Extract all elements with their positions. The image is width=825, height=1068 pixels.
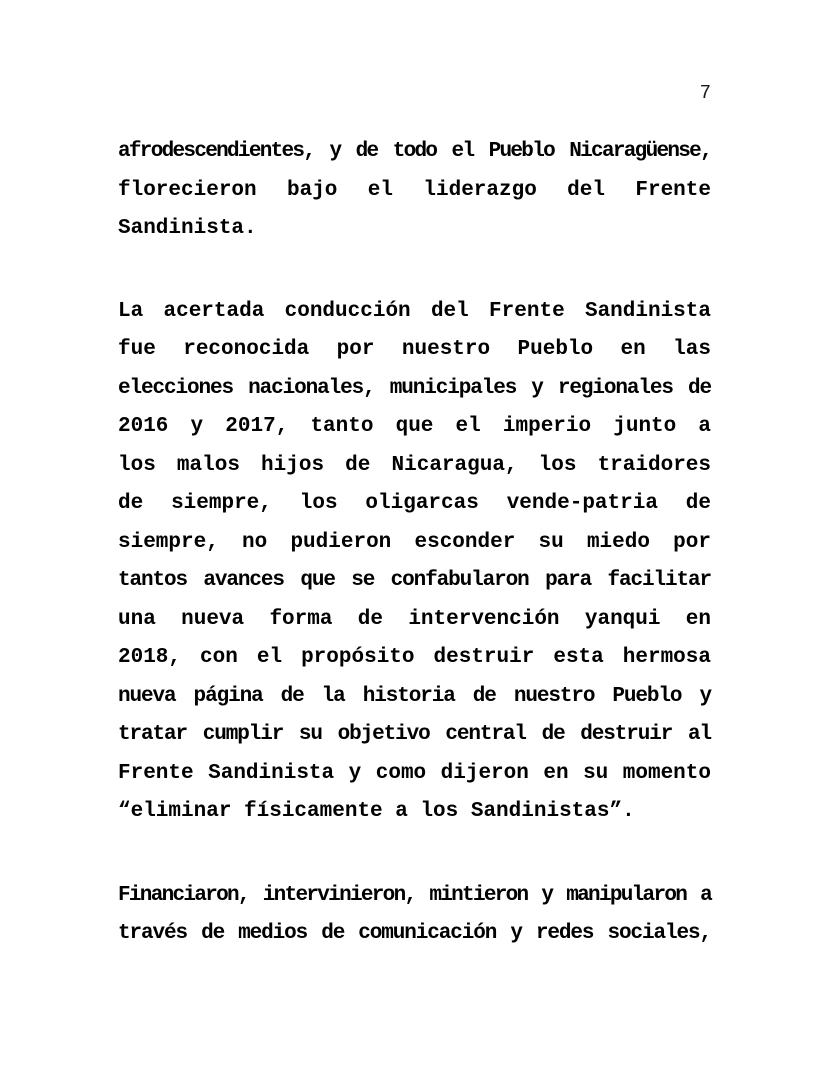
text-line: 2016 y 2017, tanto que el imperio junto a xyxy=(118,415,711,438)
text-line: tratar cumplir su objetivo central de destruir al xyxy=(118,723,711,746)
text-line: Financiaron, intervinieron, mintieron y manipularon a xyxy=(118,883,711,907)
text-line: “eliminar físicamente a los Sandinistas”. xyxy=(118,800,635,823)
text-line: de siempre, los oligarcas vende-patria de xyxy=(118,492,711,515)
text-line: fue reconocida por nuestro Pueblo en las xyxy=(118,338,711,361)
paragraph xyxy=(118,293,711,832)
text-line: 2018, con el propósito destruir esta hermosa xyxy=(118,646,711,669)
document-body xyxy=(118,133,711,954)
text-line: Frente Sandinista y como dijeron en su momento xyxy=(118,761,711,785)
text-line: una nueva forma de intervención yanqui en xyxy=(118,607,711,631)
page-number: 7 xyxy=(699,82,711,104)
text-line: los malos hijos de Nicaragua, los traidores xyxy=(118,453,711,477)
text-line: tantos avances que se confabularon para facilitar xyxy=(118,569,711,592)
paragraph xyxy=(118,877,711,954)
paragraph xyxy=(118,133,711,249)
text-line: elecciones nacionales, municipales y regionales de xyxy=(118,376,711,400)
text-line: través de medios de comunicación y redes sociales, xyxy=(118,922,711,945)
text-line: La acertada conducción del Frente Sandinista xyxy=(118,299,711,323)
text-line: afrodescendientes, y de todo el Pueblo Nicaragüense, xyxy=(118,140,711,163)
text-line: Sandinista. xyxy=(118,217,257,240)
text-line: nueva página de la historia de nuestro Pueblo y xyxy=(118,684,711,708)
text-line: florecieron bajo el liderazgo del Frente xyxy=(118,178,711,202)
text-line: siempre, no pudieron esconder su miedo por xyxy=(118,530,711,554)
